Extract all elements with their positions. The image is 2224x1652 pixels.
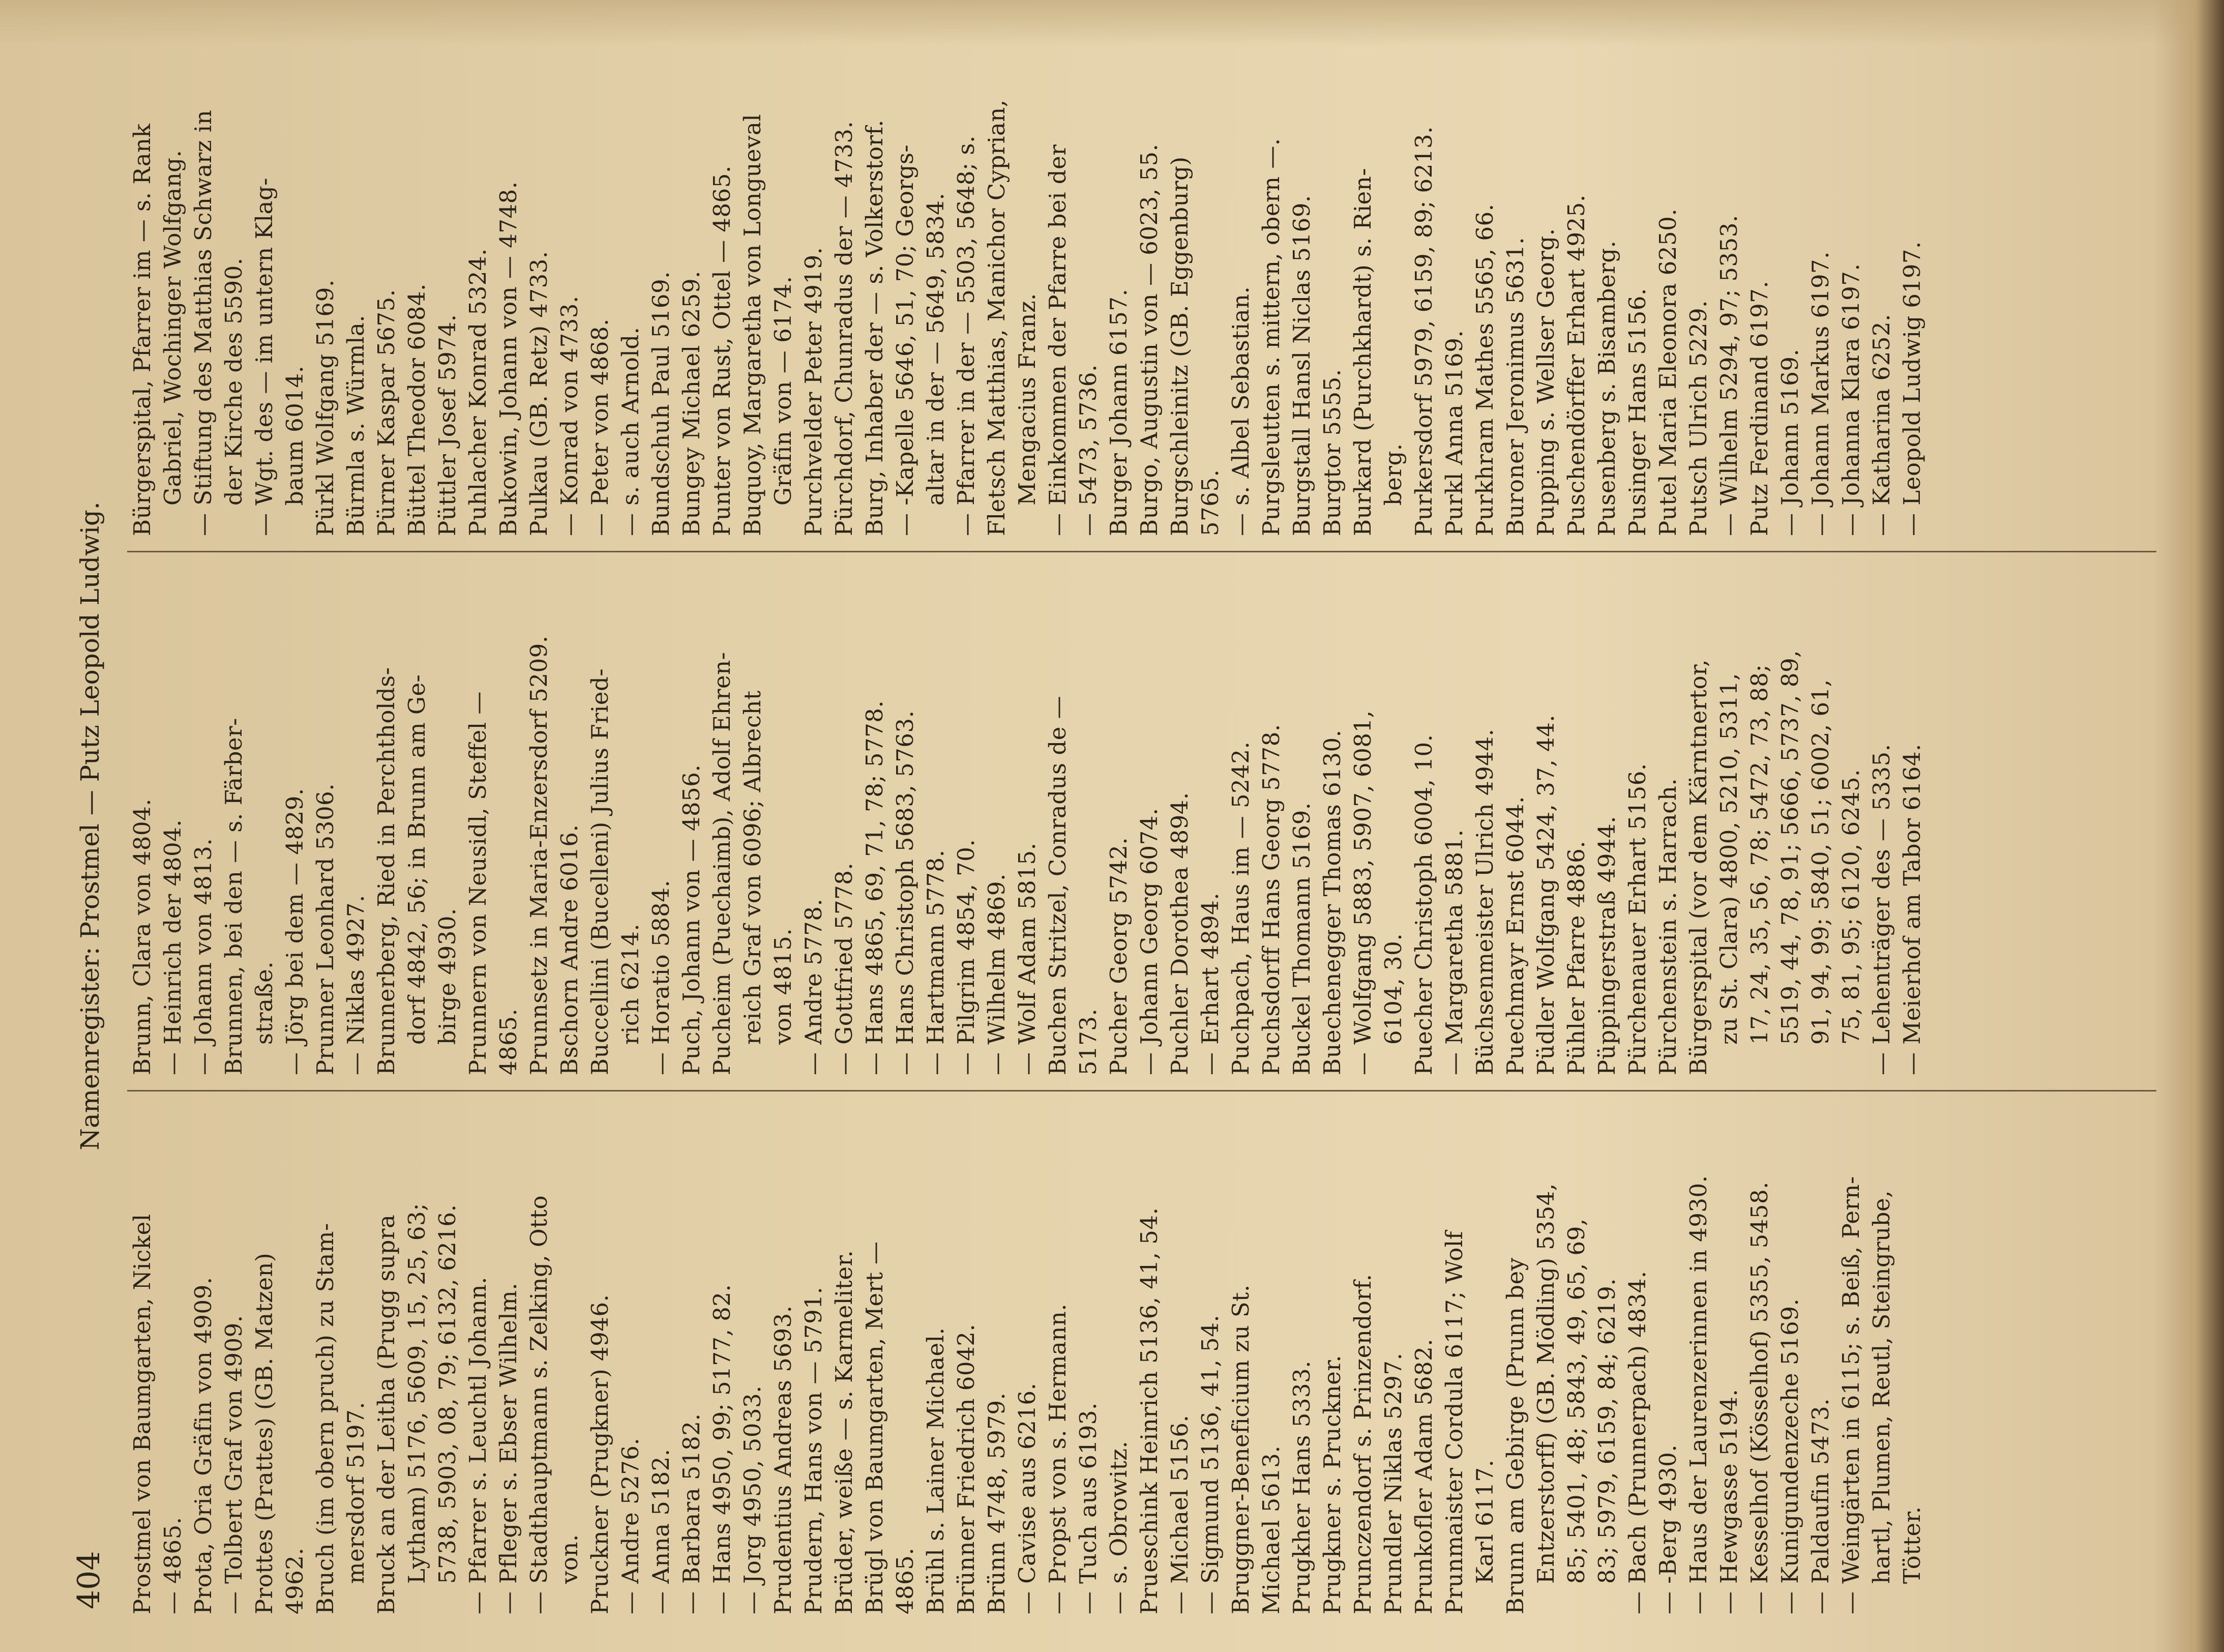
index-line: — Johanna Klara 6197. (1837, 263, 1864, 536)
index-line: 75, 81, 95; 6120, 6245. (1837, 769, 1864, 1045)
index-line: Punter von Rust, Ottel — 4865. (708, 165, 735, 536)
index-line: Purkl Anna 5169. (1441, 330, 1468, 536)
index-line: — Paldaufin 5473. (1807, 1398, 1834, 1614)
index-line: — s. Albel Sebastian. (1227, 286, 1254, 536)
index-line: — Weingärten in 6115; s. Beiß, Pern- (1837, 1176, 1864, 1614)
index-line: Brunnerberg, Ried in Perchtholds- (373, 667, 400, 1075)
index-line: — Pfleger s. Ebser Wilhelm. (495, 1282, 522, 1614)
index-line: Bürgerspital, Pfarrer im — s. Rank (129, 123, 156, 536)
index-line: — 5473, 5736. (1075, 364, 1102, 536)
index-line: dorf 4842, 56; in Brunn am Ge- (403, 674, 430, 1045)
index-line: Puechmayr Ernst 6044. (1502, 796, 1529, 1075)
index-line: Prottes (Prattes) (GB. Matzen) (251, 1252, 278, 1614)
index-line: Püdler Wolfgang 5424, 37, 44. (1532, 714, 1559, 1075)
index-line: Brünn 4748, 5979. (983, 1392, 1010, 1614)
index-line: Purkhram Mathes 5565, 66. (1471, 203, 1498, 536)
index-line: Purchvelder Peter 4919. (800, 247, 827, 536)
index-line: — Hewgasse 5194. (1715, 1389, 1742, 1614)
column-divider (127, 1090, 2156, 1092)
index-line: — Wilhelm 5294, 97; 5353. (1715, 215, 1742, 536)
index-line: Prueschink Heinrich 5136, 41, 54. (1136, 1207, 1163, 1614)
index-line: Püppingerstraß 4944. (1593, 816, 1620, 1075)
index-line: zu St. Clara) 4800, 5210, 5311, (1715, 673, 1742, 1045)
index-line: — Niklas 4927. (342, 895, 369, 1075)
index-line: Putel Maria Eleonora 6250. (1654, 208, 1681, 536)
index-line: — Barbara 5182. (678, 1413, 705, 1614)
index-line: Pürchenstein s. Harrach. (1654, 778, 1681, 1075)
index-line: — Johann Markus 6197. (1807, 251, 1834, 536)
index-line: 5519, 44, 78, 91; 5666, 5737, 89, (1776, 650, 1803, 1045)
index-line: 91, 94, 99; 5840, 51; 6002, 61, (1807, 679, 1834, 1045)
index-line: Purkersdorf 5979, 6159, 89; 6213. (1410, 126, 1437, 536)
index-line: birge 4930. (434, 908, 461, 1045)
index-line: — Michael 5156. (1166, 1414, 1193, 1614)
index-line: — Stadthauptmann s. Zelking, Otto (525, 1195, 552, 1614)
index-line: mersdorf 5197. (342, 1401, 369, 1584)
index-line: — Wgt. des — im untern Klag- (251, 178, 278, 536)
index-line: — Bach (Prunnerpach) 4834. (1624, 1271, 1651, 1614)
index-line: Prunner Leonhard 5306. (312, 783, 339, 1075)
index-line: Prunkofler Adam 5682. (1410, 1338, 1437, 1614)
index-line: Pusenberg s. Bisamberg. (1593, 240, 1620, 536)
index-line: Buechenegger Thomas 6130. (1319, 729, 1346, 1075)
index-line: — Tuch aus 6193. (1075, 1402, 1102, 1614)
index-line: — Pfarrer s. Leuchtl Johann. (464, 1277, 491, 1614)
index-line: von. (556, 1534, 583, 1584)
index-line: Bürmla s. Würmla. (342, 314, 369, 536)
index-line: — Konrad von 4733. (556, 296, 583, 536)
index-column-3 (127, 38, 2156, 536)
index-line: — Erhart 4894. (1197, 892, 1224, 1075)
index-line: Gabriel, Wochinger Wolfgang. (159, 150, 186, 506)
index-line: — Lehenträger des — 5335. (1868, 744, 1895, 1075)
index-column-1 (127, 1116, 2156, 1614)
index-line: 5173. (1075, 1008, 1102, 1075)
index-line: — Hans 4950, 99; 5177, 82. (708, 1284, 735, 1614)
index-line: reich Graf von 6096; Albrecht (739, 690, 766, 1045)
index-line: — 4865. (159, 1517, 186, 1614)
index-line: Putsch Ulrich 5229. (1685, 300, 1712, 536)
index-line: baum 6014. (281, 365, 308, 506)
index-line: — Haus der Laurenzerinnen in 4930. (1685, 1175, 1712, 1614)
column-divider (127, 551, 2156, 552)
index-line: Purgsleutten s. mittern, obern —. (1258, 138, 1285, 536)
index-line: — Einkommen der Pfarre bei der (1044, 144, 1071, 536)
index-line: — Hartmann 5778. (922, 849, 949, 1075)
index-line: Puchler Dorothea 4894. (1166, 792, 1193, 1075)
page-number: 404 (71, 1551, 107, 1609)
index-line: Karl 6117. (1471, 1459, 1498, 1584)
index-line: Puchsdorff Hans Georg 5778. (1258, 724, 1285, 1075)
index-line: Püttler Josef 5974. (434, 314, 461, 536)
index-line: Pruckner (Prugkner) 4946. (586, 1294, 613, 1614)
index-line: berg. (1380, 443, 1407, 506)
index-line: straße. (251, 961, 278, 1045)
running-head: Namenregister: Prostmel — Putz Leopold Ludwig. (75, 501, 105, 1150)
index-line: Puhlacher Konrad 5324. (464, 248, 491, 536)
index-line: Mengacius Franz. (1014, 293, 1041, 506)
index-line: 85; 5401, 48; 5843, 49, 65, 69, (1563, 1218, 1590, 1584)
index-line: Pucher Georg 5742. (1105, 837, 1132, 1075)
index-line: Brunn am Gebirge (Prunn bey (1502, 1257, 1529, 1614)
index-line: Burgschleinitz (GB. Eggenburg) (1166, 156, 1193, 536)
index-line: Prunczendorf s. Prinzendorf. (1349, 1274, 1376, 1614)
index-line: Brügl von Baumgarten, Mert — (861, 1241, 888, 1614)
index-line: Prundler Niklas 5297. (1380, 1352, 1407, 1614)
index-line: Bungey Michael 6259. (678, 271, 705, 536)
index-line: Buroner Jeronimus 5631. (1502, 237, 1529, 536)
index-line: — Anna 5182. (647, 1449, 674, 1614)
index-line: Prunnern von Neusidl, Steffel — (464, 691, 491, 1075)
index-line: — Katharina 6252. (1868, 314, 1895, 536)
index-line: Bukowin, Johann von — 4748. (495, 181, 522, 536)
index-line: — Propst von s. Hermann. (1044, 1303, 1071, 1614)
index-line: Buchen Stritzel, Conradus de — (1044, 695, 1071, 1075)
index-line: Pulkau (GB. Retz) 4733. (525, 251, 552, 536)
index-line: Pühler Pfarre 4886. (1563, 840, 1590, 1075)
index-line: — Wolf Adam 5815. (1014, 842, 1041, 1075)
index-line: hartl, Plumen, Reutl, Steingrube, (1868, 1190, 1895, 1584)
index-line: Burgtor 5555. (1319, 369, 1346, 536)
index-line: — Andre 5778. (800, 898, 827, 1075)
rotated-page (51, 38, 2167, 1614)
index-line: Büttel Theodor 6084. (403, 283, 430, 536)
index-line: Brunnen, bei den — s. Färber- (220, 718, 247, 1075)
index-line: — Cavise aus 6216. (1014, 1382, 1041, 1614)
index-line: — Gottfried 5778. (831, 862, 857, 1075)
index-line: Pürkl Wolfgang 5169. (312, 279, 339, 536)
page-header (51, 38, 117, 1614)
index-line: — Johann von 4813. (190, 838, 217, 1075)
index-line: — s. Obrowitz. (1105, 1440, 1132, 1614)
index-line: Gräfin von — 6174. (769, 276, 796, 506)
index-line: Bürgerspital (vor dem Kärntnertor, (1685, 659, 1712, 1075)
index-line: — Leopold Ludwig 6197. (1899, 241, 1925, 536)
index-line: Prunmaister Cordula 6117; Wolf (1441, 1231, 1468, 1614)
index-line: — Stiftung des Matthias Schwarz in (190, 109, 217, 536)
index-line: Michael 5613. (1258, 1445, 1285, 1614)
index-line: Pürchenauer Erhart 5156. (1624, 763, 1651, 1075)
index-line: Pusinger Hans 5156. (1624, 288, 1651, 536)
index-line: Brüder, weiße — s. Karmeliter. (831, 1250, 857, 1614)
index-line: — Hans 4865, 69, 71, 78; 5778. (861, 700, 888, 1075)
index-line: — s. auch Arnold. (617, 327, 644, 536)
index-line: Bschorn Andre 6016. (556, 824, 583, 1075)
index-line: 4962. (281, 1547, 308, 1614)
index-line: — Kesselhof (Kösselhof) 5355, 5458. (1746, 1182, 1773, 1614)
index-line: Pucheim (Puechaimb), Adolf Ehren- (708, 652, 735, 1075)
index-line: Putz Ferdinand 6197. (1746, 280, 1773, 536)
index-line: Bundschuh Paul 5169. (647, 271, 674, 536)
index-line: Brühl s. Lainer Michael. (922, 1327, 949, 1614)
index-line: Pupping s. Wellser Georg. (1532, 228, 1559, 536)
index-line: 5765. (1197, 469, 1224, 536)
index-line: Burgstall Hansl Niclas 5169. (1288, 195, 1315, 536)
index-line: Prostmel von Baumgarten, Nickel (129, 1214, 156, 1614)
index-line: Entzerstorff) (GB. Mödling) 5354, (1532, 1183, 1559, 1584)
index-line: Puecher Christoph 6004, 10. (1410, 734, 1437, 1075)
index-line: Burg, Inhaber der — s. Volkerstorf. (861, 120, 888, 536)
index-line: 17, 24, 35, 56, 78; 5472, 73, 88; (1746, 664, 1773, 1045)
index-line: 4865. (495, 1008, 522, 1075)
index-line: — Jorg 4950, 5033. (739, 1385, 766, 1614)
index-line: Pürchdorf, Chunradus der — 4733. (831, 121, 857, 536)
index-line: — Hans Christoph 5683, 5763. (892, 710, 918, 1075)
index-line: Prugkner s. Pruckner. (1319, 1354, 1346, 1614)
index-line: Bruch (im obern pruch) zu Stam- (312, 1223, 339, 1614)
index-line: 5738, 5903, 08, 79; 6132, 6216. (434, 1204, 461, 1584)
index-line: Prudern, Hans von — 5791. (800, 1286, 827, 1614)
index-line: Pürner Kaspar 5675. (373, 289, 400, 536)
index-line: Buckel Thomann 5169. (1288, 802, 1315, 1075)
index-line: Buquoy, Margaretha von Longueval (739, 113, 766, 536)
index-line: Bruck an der Leitha (Prugg supra (373, 1214, 400, 1614)
index-line: Lytham) 5176, 5609, 15, 25, 63; (403, 1203, 430, 1584)
index-line: Brunn, Clara von 4804. (129, 798, 156, 1075)
index-line: Fletsch Matthias, Manichor Cyprian, (983, 99, 1010, 536)
index-line: Burger Johann 6157. (1105, 288, 1132, 536)
index-line: Buccellini (Bucelleni) Julius Fried- (586, 668, 613, 1075)
index-line: — Heinrich der 4804. (159, 819, 186, 1075)
index-line: — Johann Georg 6074. (1136, 808, 1163, 1075)
index-line: — Wilhelm 4869. (983, 873, 1010, 1075)
index-line: Puschendörffer Erhart 4925. (1563, 194, 1590, 536)
index-line: — Margaretha 5881. (1441, 829, 1468, 1075)
index-line: 4865. (892, 1547, 918, 1614)
index-line: — Meierhof am Tabor 6164. (1899, 744, 1925, 1075)
index-line: Prunnsetz in Maria-Enzersdorf 5209. (525, 635, 552, 1075)
index-line: Prudentius Andreas 5693. (769, 1305, 796, 1614)
index-line: — Kunigundenzeche 5169. (1776, 1298, 1803, 1614)
index-line: Burkard (Purchkhardt) s. Rien- (1349, 168, 1376, 536)
index-line: — Pfarrer in der — 5503, 5648; s. (953, 135, 980, 536)
index-line: 83; 5979, 6159, 84; 6219. (1593, 1278, 1620, 1584)
index-line: Bruggner-Beneficium zu St. (1227, 1284, 1254, 1614)
index-line: — -Berg 4930. (1654, 1444, 1681, 1614)
index-line: — Tolbert Graf von 4909. (220, 1315, 247, 1614)
index-line: 6104, 30. (1380, 933, 1407, 1045)
index-line: altar in der — 5649, 5834. (922, 192, 949, 506)
index-line: — Jörg bei dem — 4829. (281, 788, 308, 1075)
index-columns (127, 38, 2156, 1614)
index-line: Brünner Friedrich 6042. (953, 1323, 980, 1614)
index-line: — Wolfgang 5883, 5907, 6081, (1349, 710, 1376, 1075)
index-line: Burgo, Augustin von — 6023, 55. (1136, 143, 1163, 536)
index-line: Prota, Oria Gräfin von 4909. (190, 1277, 217, 1614)
index-line: — Andre 5276. (617, 1437, 644, 1614)
index-line: — -Kapelle 5646, 51, 70; Georgs- (892, 144, 918, 536)
index-line: von 4815. (769, 928, 796, 1045)
index-line: — Johann 5169. (1776, 348, 1803, 536)
index-line: — Sigmund 5136, 41, 54. (1197, 1314, 1224, 1614)
index-line: Büchsenmeister Ulrich 4944. (1471, 728, 1498, 1075)
index-line: rich 6214. (617, 923, 644, 1045)
index-line: Puch, Johann von — 4856. (678, 764, 705, 1075)
index-line: Tötter. (1899, 1506, 1925, 1584)
index-line: der Kirche des 5590. (220, 257, 247, 506)
index-line: — Peter von 4868. (586, 318, 613, 536)
index-line: Prugkher Hans 5333. (1288, 1360, 1315, 1614)
index-column-2 (127, 577, 2156, 1075)
index-line: — Horatio 5884. (647, 879, 674, 1075)
index-line: — Pilgrim 4854, 70. (953, 839, 980, 1075)
index-line: Puchpach, Haus im — 5242. (1227, 741, 1254, 1075)
